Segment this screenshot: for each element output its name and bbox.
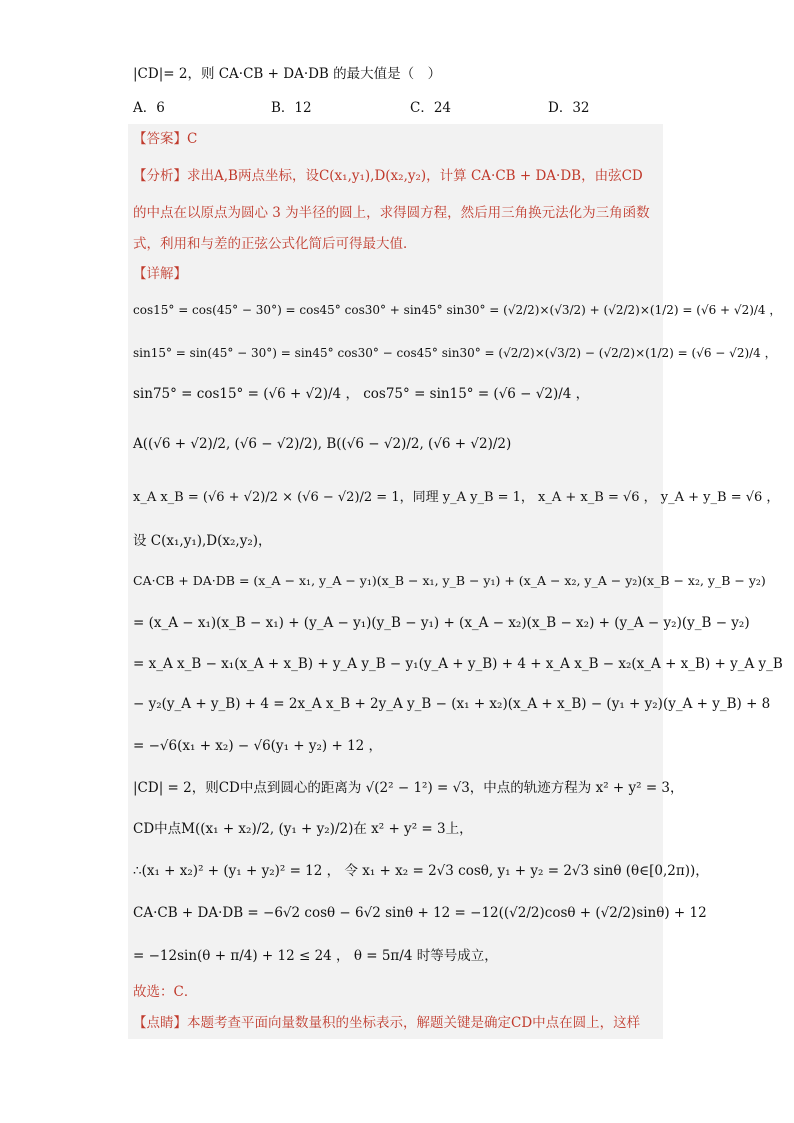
analysis-line-1	[133, 166, 643, 186]
detail-tag: 【详解】	[133, 266, 187, 282]
answer-line	[133, 129, 197, 149]
detail-line-1: cos15° = cos(45° − 30°) = cos45° cos30° + sin45° sin30° = (√2/2)×(√3/2) + (√2/2)×(1/2) = (√6 + √2)/4 ，	[133, 303, 782, 317]
detail-line-13: CD中点M((x₁ + x₂)/2, (y₁ + y₂)/2)在 x² + y² = 3上，	[133, 821, 473, 837]
detail-line-4: A((√6 + √2)/2, (√6 − √2)/2), B((√6 − √2)/2, (√6 + √2)/2)	[133, 436, 512, 452]
detail-line-12: |CD| = 2，则CD中点到圆心的距离为 √(2² − 1²) = √3，中点的轨迹方程为 x² + y² = 3，	[133, 780, 684, 796]
detail-line-7: CA·CB + DA·DB = (x_A − x₁, y_A − y₁)(x_B − x₁, y_B − y₁) + (x_A − x₂, y_A − y₂)(x_B − x₂, y_B − y₂)	[133, 573, 766, 588]
analysis-tag: 【分析】	[133, 168, 187, 184]
question-stem-tail: |CD|= 2，则 CA·CB + DA·DB 的最大值是（ ）	[133, 66, 442, 82]
detail-line-16: = −12sin(θ + π/4) + 12 ≤ 24 ， θ = 5π/4 时等号成立，	[133, 948, 498, 964]
option-a: A．6	[133, 100, 165, 116]
detail-line-9: = x_A x_B − x₁(x_A + x_B) + y_A y_B − y₁(y_A + y_B) + 4 + x_A x_B − x₂(x_A + x_B) + y_A y_B	[133, 656, 783, 672]
detail-line-11: = −√6(x₁ + x₂) − √6(y₁ + y₂) + 12 ，	[133, 738, 383, 754]
analysis-line-3: 式，利用和与差的正弦公式化简后可得最大值．	[133, 236, 417, 252]
detail-line-14: ∴(x₁ + x₂)² + (y₁ + y₂)² = 12 ， 令 x₁ + x₂ = 2√3 cosθ, y₁ + y₂ = 2√3 sinθ (θ∈[0,2π))，	[133, 863, 709, 879]
analysis-text-1: 求出A,B两点坐标，设C(x₁,y₁),D(x₂,y₂)，计算 CA·CB + DA·DB，由弦CD	[187, 168, 643, 184]
answer-tag: 【答案】	[133, 131, 187, 147]
option-d: D．32	[548, 100, 590, 116]
detail-line-8: = (x_A − x₁)(x_B − x₁) + (y_A − y₁)(y_B − y₁) + (x_A − x₂)(x_B − x₂) + (y_A − y₂)(y_B − y₂)	[133, 615, 750, 631]
detail-line-6: 设 C(x₁,y₁),D(x₂,y₂)，	[133, 533, 272, 549]
detail-line-5: x_A x_B = (√6 + √2)/2 × (√6 − √2)/2 = 1，同理 y_A y_B = 1， x_A + x_B = √6 ， y_A + y_B = √6 ，	[133, 490, 780, 505]
comment-text: 本题考查平面向量数量积的坐标表示，解题关键是确定CD中点在圆上，这样	[187, 1015, 641, 1031]
option-c: C．24	[410, 100, 452, 116]
detail-line-10: − y₂(y_A + y_B) + 4 = 2x_A x_B + 2y_A y_B − (x₁ + x₂)(x_A + x_B) − (y₁ + y₂)(y_A + y_B) + 8	[133, 696, 771, 712]
detail-heading	[133, 264, 187, 284]
analysis-line-2: 的中点在以原点为圆心 3 为半径的圆上，求得圆方程，然后用三角换元法化为三角函数	[133, 205, 650, 221]
comment-line	[133, 1013, 640, 1033]
comment-tag: 【点睛】	[133, 1015, 187, 1031]
conclusion: 故选：C．	[133, 984, 198, 1000]
detail-line-15: CA·CB + DA·DB = −6√2 cosθ − 6√2 sinθ + 12 = −12((√2/2)cosθ + (√2/2)sinθ) + 12	[133, 905, 707, 921]
detail-line-3: sin75° = cos15° = (√6 + √2)/4 ， cos75° = sin15° = (√6 − √2)/4 ，	[133, 386, 590, 402]
answer-value: C	[187, 131, 198, 147]
option-b: B．12	[271, 100, 312, 116]
detail-line-2: sin15° = sin(45° − 30°) = sin45° cos30° − cos45° sin30° = (√2/2)×(√3/2) − (√2/2)×(1/2) = (√6 − √2)/4 ，	[133, 346, 777, 360]
